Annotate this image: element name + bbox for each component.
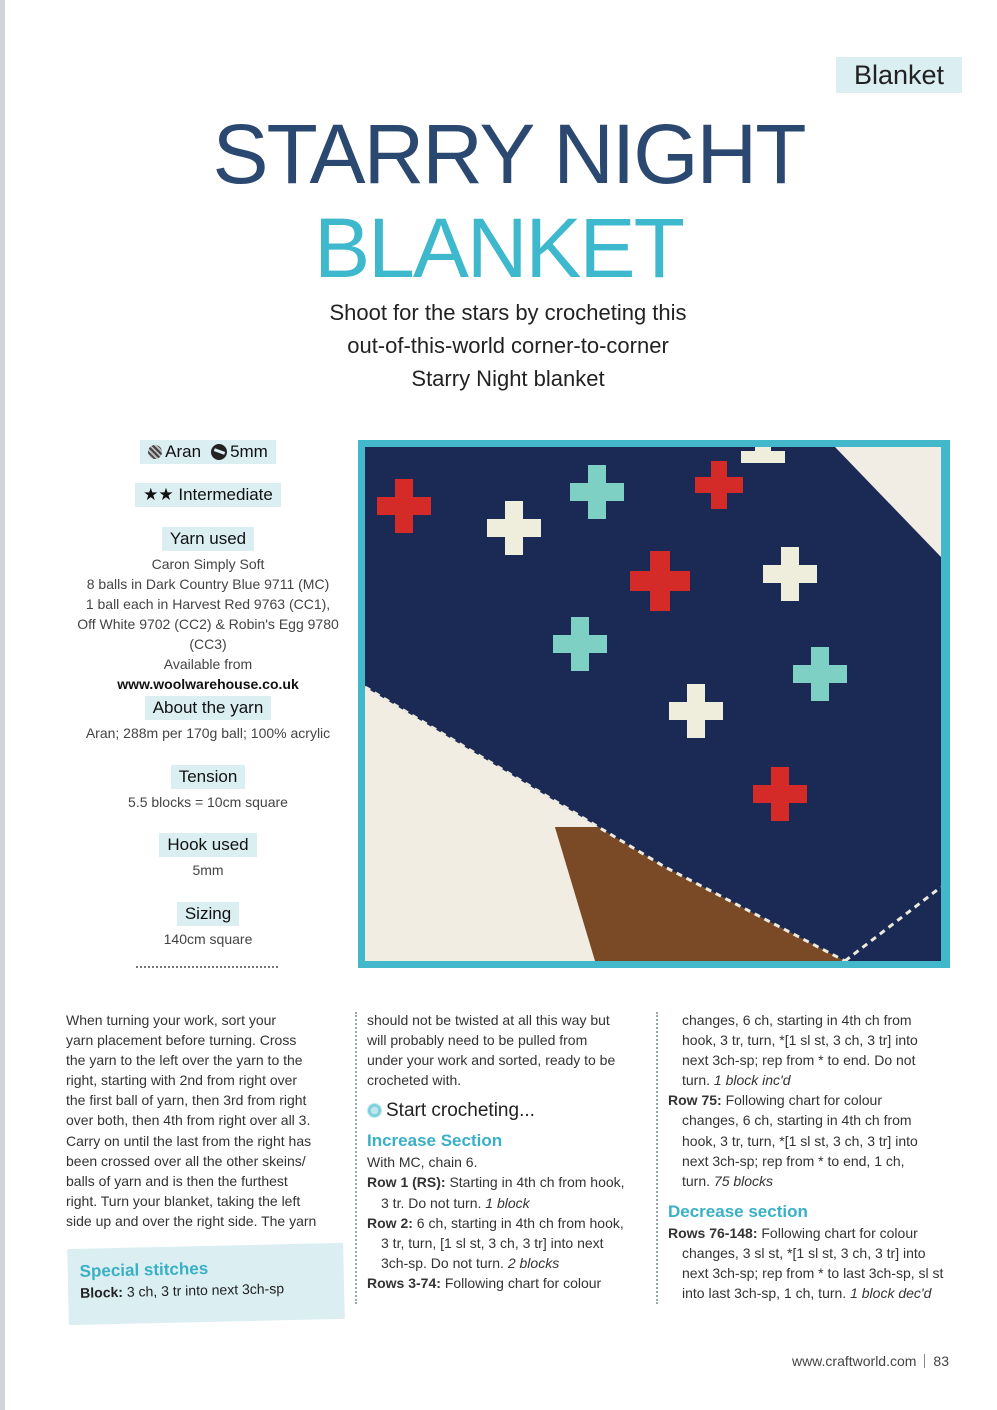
- body-line: With MC, chain 6.: [367, 1154, 478, 1171]
- row-2-instruction: [367, 1213, 637, 1233]
- row-result: 2 blocks: [507, 1254, 560, 1271]
- dotted-divider: [136, 966, 278, 968]
- body-line: been crossed over all the other skeins/: [66, 1152, 306, 1169]
- row-1-instruction: [367, 1172, 637, 1192]
- row-75-cont: next 3ch-sp; rep from * to end, 1 ch,: [682, 1152, 905, 1169]
- yarn-used-line: 1 ball each in Harvest Red 9763 (CC1),: [85, 596, 331, 612]
- sizing-heading: Sizing: [177, 902, 239, 926]
- standfirst-line: Shoot for the stars by crocheting this: [329, 300, 687, 325]
- spec-pill: [140, 440, 276, 464]
- page-number: 83: [933, 1353, 949, 1369]
- row-text: Following chart for colour: [725, 1092, 882, 1109]
- start-crocheting-label: Start crocheting...: [386, 1100, 535, 1122]
- yarn-used-line: Caron Simply Soft: [151, 556, 265, 572]
- row-75-cont: hook, 3 tr, turn, *[1 sl st, 3 ch, 3 tr] into: [682, 1132, 918, 1149]
- row-text: 3 tr. Do not turn.: [381, 1194, 482, 1211]
- column-divider: [355, 1012, 357, 1304]
- row-3-74-cont: hook, 3 tr, turn, *[1 sl st, 3 ch, 3 tr] into: [682, 1032, 918, 1049]
- difficulty-label: Intermediate: [178, 485, 273, 504]
- start-crocheting-heading: [367, 1098, 637, 1124]
- body-line: side up and over the right side. The yarn: [66, 1212, 317, 1229]
- tension-heading: Tension: [171, 765, 246, 789]
- standfirst: [258, 296, 758, 395]
- row-text: turn.: [682, 1172, 711, 1189]
- difficulty-pill: [135, 483, 281, 507]
- special-stitches-heading: Special stitches: [79, 1258, 209, 1281]
- special-stitches-box: [67, 1243, 345, 1325]
- yarn-used-line: Available from: [163, 656, 253, 672]
- body-line: under your work and sorted, ready to be: [367, 1052, 616, 1069]
- increase-section-heading: Increase Section: [367, 1131, 503, 1151]
- footer-separator: [924, 1354, 925, 1368]
- yarn-used-box: [60, 527, 356, 694]
- row-2-cont: [367, 1253, 637, 1273]
- difficulty-stars: ★★: [143, 485, 174, 504]
- blanket-photo: [358, 440, 950, 968]
- row-label: Rows 3-74:: [367, 1274, 441, 1291]
- hook-icon: [211, 444, 227, 460]
- standfirst-line: out-of-this-world corner-to-corner: [347, 333, 669, 358]
- title-line-2: BLANKET: [314, 201, 683, 295]
- tension-text: 5.5 blocks = 10cm square: [128, 794, 288, 810]
- body-line: crocheted with.: [367, 1072, 462, 1089]
- section-tag: Blanket: [836, 57, 962, 93]
- footer-website[interactable]: www.craftworld.com: [791, 1353, 917, 1369]
- body-line: yarn placement before turning. Cross: [66, 1032, 297, 1049]
- row-76-148-cont: [668, 1283, 958, 1303]
- row-result: 75 blocks: [713, 1172, 774, 1189]
- row-75-cont: [668, 1171, 958, 1191]
- hook-used-text: 5mm: [192, 862, 224, 878]
- body-line: should not be twisted at all this way but: [367, 1012, 610, 1028]
- spec-difficulty: [60, 483, 356, 507]
- row-text: 6 ch, starting in 4th ch from hook,: [416, 1214, 624, 1231]
- about-yarn-text: Aran; 288m per 170g ball; 100% acrylic: [85, 725, 331, 741]
- body-line: right, starting with 2nd from right over: [66, 1072, 298, 1089]
- row-result: 1 block: [485, 1194, 530, 1211]
- body-column-2: [367, 1010, 637, 1293]
- supplier-link[interactable]: www.woolwarehouse.co.uk: [117, 676, 299, 692]
- about-yarn-box: [60, 696, 356, 743]
- yarn-used-text: [60, 554, 356, 694]
- row-3-74-instruction: [367, 1273, 637, 1293]
- title-line-1: STARRY NIGHT: [212, 107, 805, 201]
- special-stitch-label: Block:: [79, 1283, 124, 1301]
- column-divider: [656, 1012, 658, 1304]
- decrease-section-heading: Decrease section: [668, 1201, 808, 1221]
- row-3-74-cont: [668, 1070, 958, 1090]
- yarn-weight: Aran: [165, 442, 202, 461]
- body-line: over both, then 4th from right over all 3.: [66, 1112, 311, 1129]
- row-1-cont: [367, 1193, 637, 1213]
- row-75-cont: changes, 6 ch, starting in 4th ch from: [682, 1112, 912, 1129]
- body-line: the yarn to the left over the yarn to the: [66, 1052, 303, 1069]
- sizing-text: 140cm square: [163, 931, 253, 947]
- yarn-used-heading: Yarn used: [162, 527, 254, 551]
- row-result: 1 block inc'd: [713, 1072, 791, 1089]
- row-text: Following chart for colour: [444, 1274, 602, 1291]
- blanket-illustration: [365, 447, 941, 961]
- about-yarn-heading: About the yarn: [145, 696, 272, 720]
- row-result: 1 block dec'd: [850, 1285, 932, 1302]
- body-column-3: [668, 1010, 958, 1303]
- body-line: right. Turn your blanket, taking the left: [66, 1192, 301, 1209]
- row-text: 3ch-sp. Do not turn.: [381, 1254, 504, 1271]
- sizing-box: [60, 902, 356, 949]
- row-76-148-instruction: [668, 1223, 958, 1243]
- tension-box: [60, 765, 356, 812]
- row-text: into last 3ch-sp, 1 ch, turn.: [682, 1285, 847, 1302]
- row-2-cont: 3 tr, turn, [1 sl st, 3 ch, 3 tr] into next: [381, 1234, 604, 1251]
- body-line: Carry on until the last from the right has: [66, 1132, 312, 1149]
- body-line: will probably need to be pulled from: [367, 1032, 588, 1049]
- row-label: Row 2:: [367, 1214, 413, 1231]
- hook-used-box: [60, 833, 356, 880]
- row-label: Row 75:: [668, 1092, 722, 1109]
- special-stitch-text: 3 ch, 3 tr into next 3ch-sp: [126, 1280, 285, 1300]
- yarn-used-line: Off White 9702 (CC2) & Robin's Egg 9780 (CC3): [77, 616, 339, 652]
- page-footer: [792, 1353, 949, 1369]
- row-75-instruction: [668, 1090, 958, 1110]
- star-bullet-icon: [367, 1103, 382, 1118]
- hook-size: 5mm: [230, 442, 268, 461]
- row-label: Row 1 (RS):: [367, 1174, 446, 1191]
- body-line: When turning your work, sort your: [66, 1012, 277, 1028]
- row-3-74-cont: next 3ch-sp; rep from * to end. Do not: [682, 1052, 916, 1069]
- row-text: turn.: [682, 1072, 711, 1089]
- body-line: the first ball of yarn, then 3rd from right: [66, 1092, 307, 1109]
- row-3-74-cont: changes, 6 ch, starting in 4th ch from: [682, 1012, 912, 1028]
- row-text: Starting in 4th ch from hook,: [449, 1174, 625, 1191]
- standfirst-line: Starry Night blanket: [411, 366, 605, 391]
- body-column-1: [66, 1010, 338, 1231]
- body-line: balls of yarn and is then the furthest: [66, 1172, 288, 1189]
- row-label: Rows 76-148:: [668, 1224, 758, 1241]
- row-text: Following chart for colour: [761, 1224, 918, 1241]
- row-76-148-cont: next 3ch-sp; rep from * to last 3ch-sp, sl st: [682, 1265, 944, 1282]
- yarn-used-line: 8 balls in Dark Country Blue 9711 (MC): [86, 576, 330, 592]
- hook-used-heading: Hook used: [159, 833, 256, 857]
- row-76-148-cont: changes, 3 sl st, *[1 sl st, 3 ch, 3 tr] into: [682, 1244, 926, 1261]
- yarn-ball-icon: [148, 445, 162, 459]
- spec-yarn-hook: [60, 440, 356, 464]
